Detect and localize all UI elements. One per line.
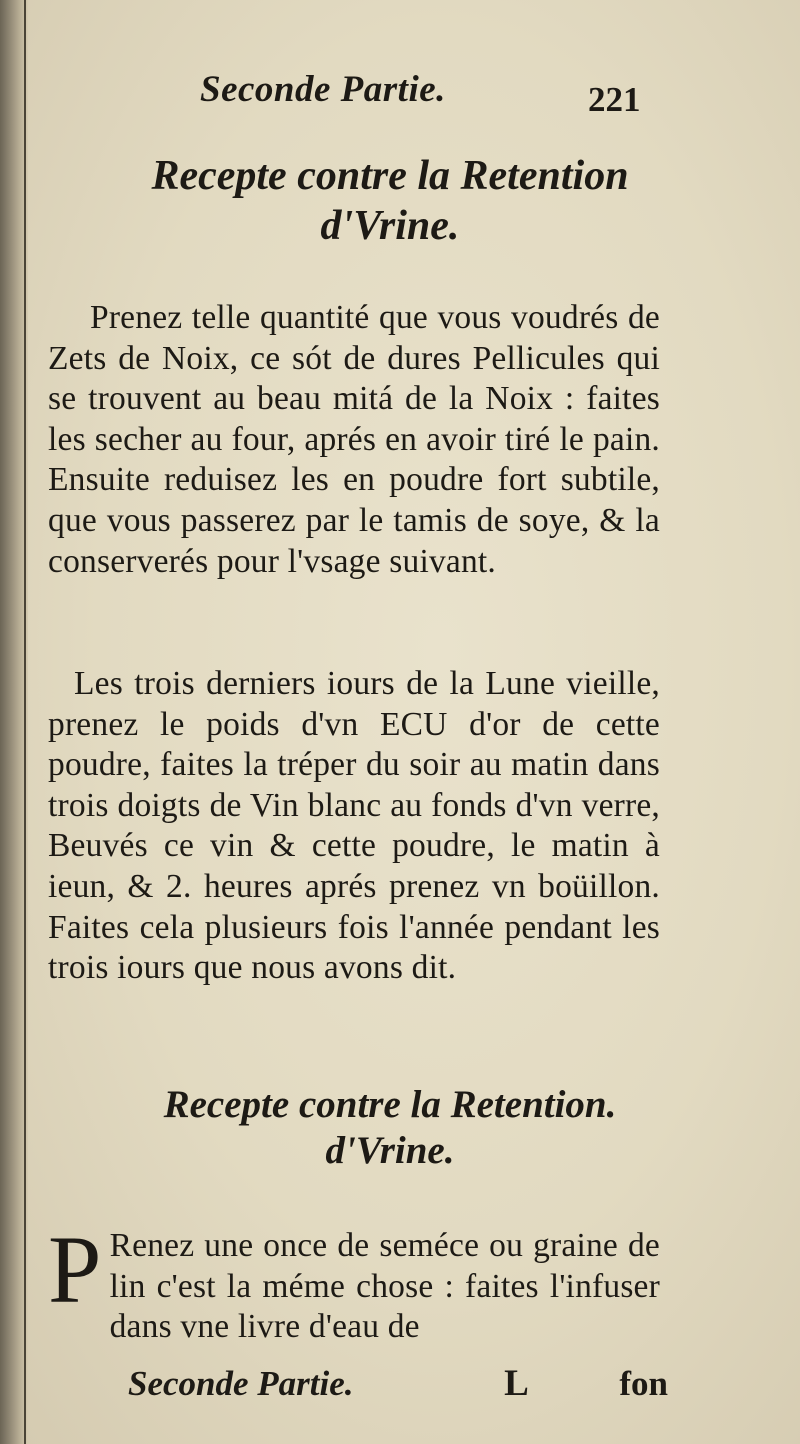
second-recipe-title <box>40 1082 740 1174</box>
signature-title: Seconde Partie. <box>128 1364 354 1403</box>
recipe-instructions <box>48 298 660 582</box>
second-recipe-text <box>48 1216 660 1348</box>
page-footer <box>128 1362 668 1405</box>
running-head: Seconde Partie. <box>200 69 446 110</box>
paragraph-preparation: Prenez telle quantité que vous voudrés de Zets de Noix, ce sót de dures Pellicules qui se trouvent au beau mitá de la Noix : faites les secher au four, aprés en avoir tiré le pain. Ensuite reduisez les en poudre fort subtile, que vous passerez par le tamis de soye, & la conserverés pour l'vsage suivant. <box>48 299 660 580</box>
page-number: 221 <box>588 80 641 119</box>
recipe-usage <box>48 664 660 989</box>
catchword: fon <box>619 1364 668 1403</box>
gutter-line <box>24 0 26 1444</box>
drop-cap: P <box>48 1216 102 1323</box>
signature-mark: L <box>504 1363 529 1404</box>
recipe-title <box>40 152 740 251</box>
second-recipe-paragraph: Renez une once de seméce ou graine de lin c'est la méme chose : faites l'infuser dans vne livre d'eau de <box>109 1227 660 1346</box>
recipe-title-line-2: d'Vrine. <box>320 202 460 249</box>
second-recipe-title-line-2: d'Vrine. <box>325 1129 455 1173</box>
paragraph-usage: Les trois derniers iours de la Lune vieille, prenez le poids d'vn ECU d'or de cette poudre, faites la tréper du soir au matin dans trois doigts de Vin blanc au fonds d'vn verre, Beuvés ce vin & cette poudre, le matin à ieun, & 2. heures aprés prenez vn boüillon. Faites cela plusieurs fois l'année pendant les trois iours que nous avons dit. <box>48 665 660 987</box>
second-recipe-title-line-1: Recepte contre la Retention. <box>163 1083 617 1126</box>
recipe-title-line-1: Recepte contre la Retention <box>151 153 629 199</box>
